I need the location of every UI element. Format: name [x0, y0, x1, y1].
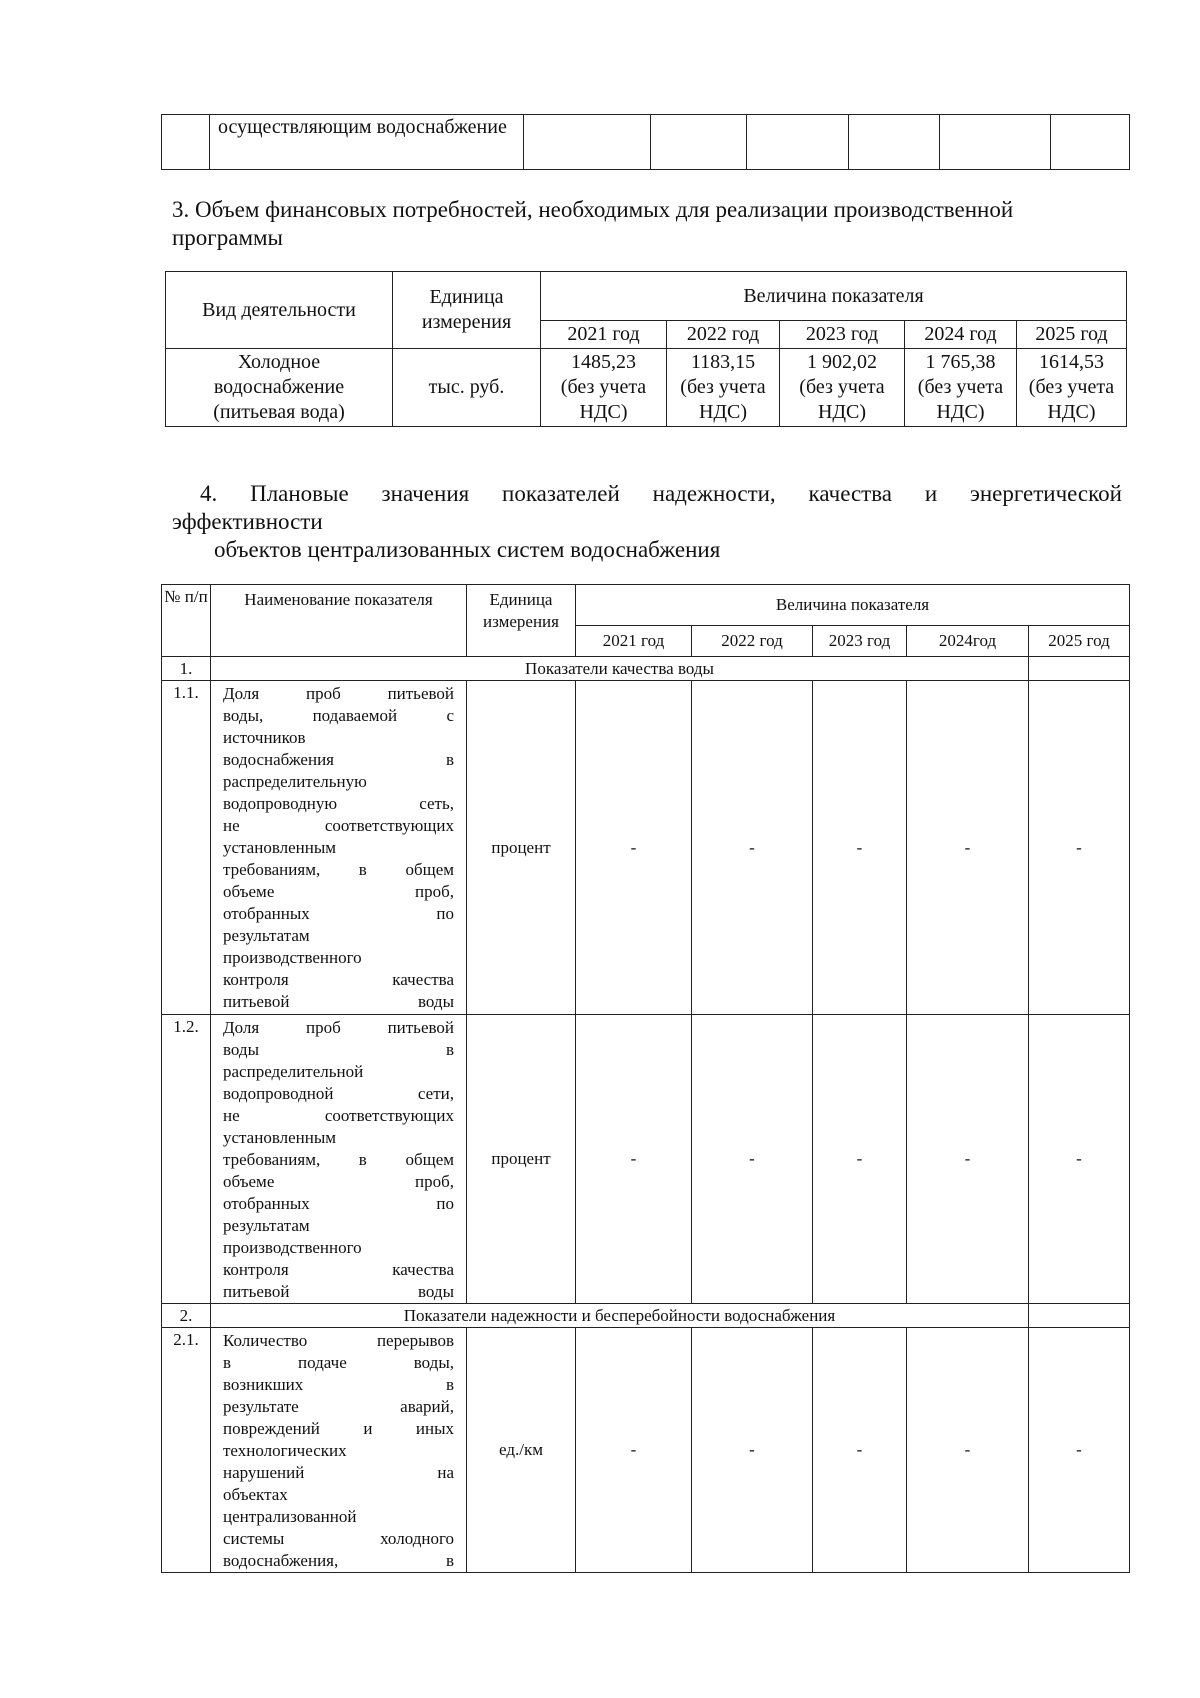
section4-title-line1 [172, 480, 1122, 508]
name-line: производственного [223, 1238, 362, 1257]
name-line: в подаче воды, [223, 1353, 454, 1372]
group-title: Показатели надежности и бесперебойности водоснабжения [211, 1304, 1029, 1328]
row-value: - [1029, 681, 1130, 1015]
group-num: 2. [162, 1304, 211, 1328]
table-header-row [162, 585, 1130, 626]
row-num: 1.2. [162, 1015, 211, 1304]
table-cell [1051, 115, 1130, 170]
name-line: централизованной [223, 1507, 357, 1526]
header-year: 2021 год [576, 626, 692, 657]
group-title: Показатели качества воды [211, 657, 1029, 681]
name-line: нарушений на [223, 1463, 454, 1482]
name-line: возникших в [223, 1375, 454, 1394]
row-value: - [692, 681, 813, 1015]
name-line: объеме проб, [223, 882, 454, 901]
row-value: - [576, 1015, 692, 1304]
row-value: - [813, 1015, 907, 1304]
section4-title-line3: объектов централизованных систем водоснабжения [214, 537, 721, 562]
header-year: 2021 год [541, 321, 667, 349]
row-unit: ед./км [467, 1328, 576, 1573]
fragment-name-text: осуществляющим водоснабжение [218, 116, 507, 138]
row-num: 2.1. [162, 1328, 211, 1573]
header-year: 2025 год [1017, 321, 1127, 349]
section3-title-cont: программы [172, 225, 284, 250]
name-line: результатам [223, 1216, 310, 1235]
name-line: распределительную [223, 772, 367, 791]
name-line: производственного [223, 948, 362, 967]
title-word: надежности, [652, 481, 776, 506]
value-note: (без учета НДС) [799, 376, 885, 423]
row-name [211, 1328, 467, 1573]
row-unit: процент [467, 681, 576, 1015]
row-value: - [576, 1328, 692, 1573]
header-year: 2024 год [905, 321, 1017, 349]
title-word: 4. [200, 481, 218, 506]
name-line: установленным [223, 838, 337, 857]
name-line: водоснабжения в [223, 750, 454, 769]
header-year: 2024год [907, 626, 1029, 657]
table-row [162, 681, 1130, 1015]
name-line: объектах [223, 1485, 288, 1504]
value-note: (без учета НДС) [680, 376, 766, 423]
row-value [667, 349, 780, 427]
name-line: воды в [223, 1040, 454, 1059]
row-num: 1.1. [162, 681, 211, 1015]
name-line: Доля проб питьевой [223, 1018, 454, 1037]
name-line: технологических [223, 1441, 347, 1460]
header-value: Величина показателя [541, 272, 1127, 321]
row-value: - [907, 1328, 1029, 1573]
name-line: требованиям, в общем [223, 1150, 454, 1169]
row-name [211, 1015, 467, 1304]
header-unit [393, 272, 541, 349]
name-line: водопроводную сеть, [223, 794, 454, 813]
table-cell [651, 115, 747, 170]
row-value: - [1029, 1328, 1130, 1573]
table-cell [210, 115, 524, 170]
table-header-row [166, 272, 1127, 321]
name-line: требованиям, в общем [223, 860, 454, 879]
name-line: отобранных по [223, 904, 454, 923]
row-value: - [576, 681, 692, 1015]
name-line: воды, подаваемой с [223, 706, 454, 725]
row-value: - [907, 1015, 1029, 1304]
table-cell [849, 115, 940, 170]
financial-needs-table [165, 271, 1127, 427]
header-year: 2022 год [667, 321, 780, 349]
name-line: повреждений и иных [223, 1419, 454, 1438]
name-line: водоснабжения, в [223, 1551, 454, 1570]
table-row [162, 115, 1130, 170]
header-year: 2023 год [813, 626, 907, 657]
table-cell [940, 115, 1051, 170]
value-note: (без учета НДС) [917, 376, 1004, 423]
name-line: не соответствующих [223, 816, 454, 835]
header-year: 2025 год [1029, 626, 1130, 657]
table-row [162, 1015, 1130, 1304]
header-name: Наименование показателя [211, 585, 467, 657]
header-year: 2022 год [692, 626, 813, 657]
name-line: системы холодного [223, 1529, 454, 1548]
row-value: - [907, 681, 1029, 1015]
name-line: результате аварий, [223, 1397, 454, 1416]
name-line: не соответствующих [223, 1106, 454, 1125]
table-cell [524, 115, 651, 170]
name-line: питьевой воды [223, 1282, 454, 1301]
title-word: и [924, 481, 938, 506]
header-unit: Единица измерения [467, 585, 576, 657]
row-value: - [692, 1328, 813, 1573]
header-activity: Вид деятельности [166, 272, 393, 349]
name-line: Доля проб питьевой [223, 684, 454, 703]
table-cell [747, 115, 849, 170]
name-line: распределительной [223, 1062, 364, 1081]
value-number: 1485,23 [571, 351, 636, 373]
title-word: энергетической [969, 481, 1122, 506]
section4-title [172, 480, 1122, 564]
name-line: установленным [223, 1128, 337, 1147]
name-line: отобранных по [223, 1194, 454, 1213]
title-word: показателей [502, 481, 620, 506]
row-value [1017, 349, 1127, 427]
table-row [162, 1328, 1130, 1573]
value-number: 1 765,38 [925, 351, 996, 373]
row-unit: процент [467, 1015, 576, 1304]
row-value [541, 349, 667, 427]
table-cell [1029, 657, 1130, 681]
name-line: питьевой воды [223, 992, 454, 1011]
name-line: объеме проб, [223, 1172, 454, 1191]
row-value [780, 349, 905, 427]
section4-title-line2: эффективности [172, 509, 323, 534]
row-value: - [692, 1015, 813, 1304]
row-name [211, 681, 467, 1015]
row-value: - [1029, 1015, 1130, 1304]
name-line: источников [223, 728, 306, 747]
row-value: - [813, 1328, 907, 1573]
value-note: (без учета НДС) [560, 376, 647, 423]
indicators-table [161, 584, 1130, 1573]
value-note: (без учета НДС) [1028, 376, 1115, 423]
header-value: Величина показателя [576, 585, 1130, 626]
row-unit: тыс. руб. [393, 349, 541, 427]
table-cell [1029, 1304, 1130, 1328]
name-line: контроля качества [223, 1260, 454, 1279]
name-line: результатам [223, 926, 310, 945]
group-num: 1. [162, 657, 211, 681]
value-number: 1 902,02 [807, 351, 877, 373]
title-word: качества [808, 481, 893, 506]
name-line: водопроводной сети, [223, 1084, 454, 1103]
header-unit-text: Единица измерения [421, 286, 512, 333]
group-row [162, 1304, 1130, 1328]
table-cell [162, 115, 210, 170]
row-value [905, 349, 1017, 427]
name-line: контроля качества [223, 970, 454, 989]
name-line: Количество перерывов [223, 1331, 454, 1350]
row-activity: Холодное водоснабжение (питьевая вода) [166, 349, 393, 427]
value-number: 1614,53 [1039, 351, 1104, 373]
header-year: 2023 год [780, 321, 905, 349]
section3-title: 3. Объем финансовых потребностей, необходимых для реализации производственной [172, 197, 1014, 222]
group-row [162, 657, 1130, 681]
row-value: - [813, 681, 907, 1015]
header-num: № п/п [162, 585, 211, 657]
table-row [166, 349, 1127, 427]
title-word: Плановые [250, 481, 349, 506]
title-word: значения [381, 481, 470, 506]
continued-table-fragment [161, 114, 1130, 170]
value-number: 1183,15 [690, 351, 756, 373]
